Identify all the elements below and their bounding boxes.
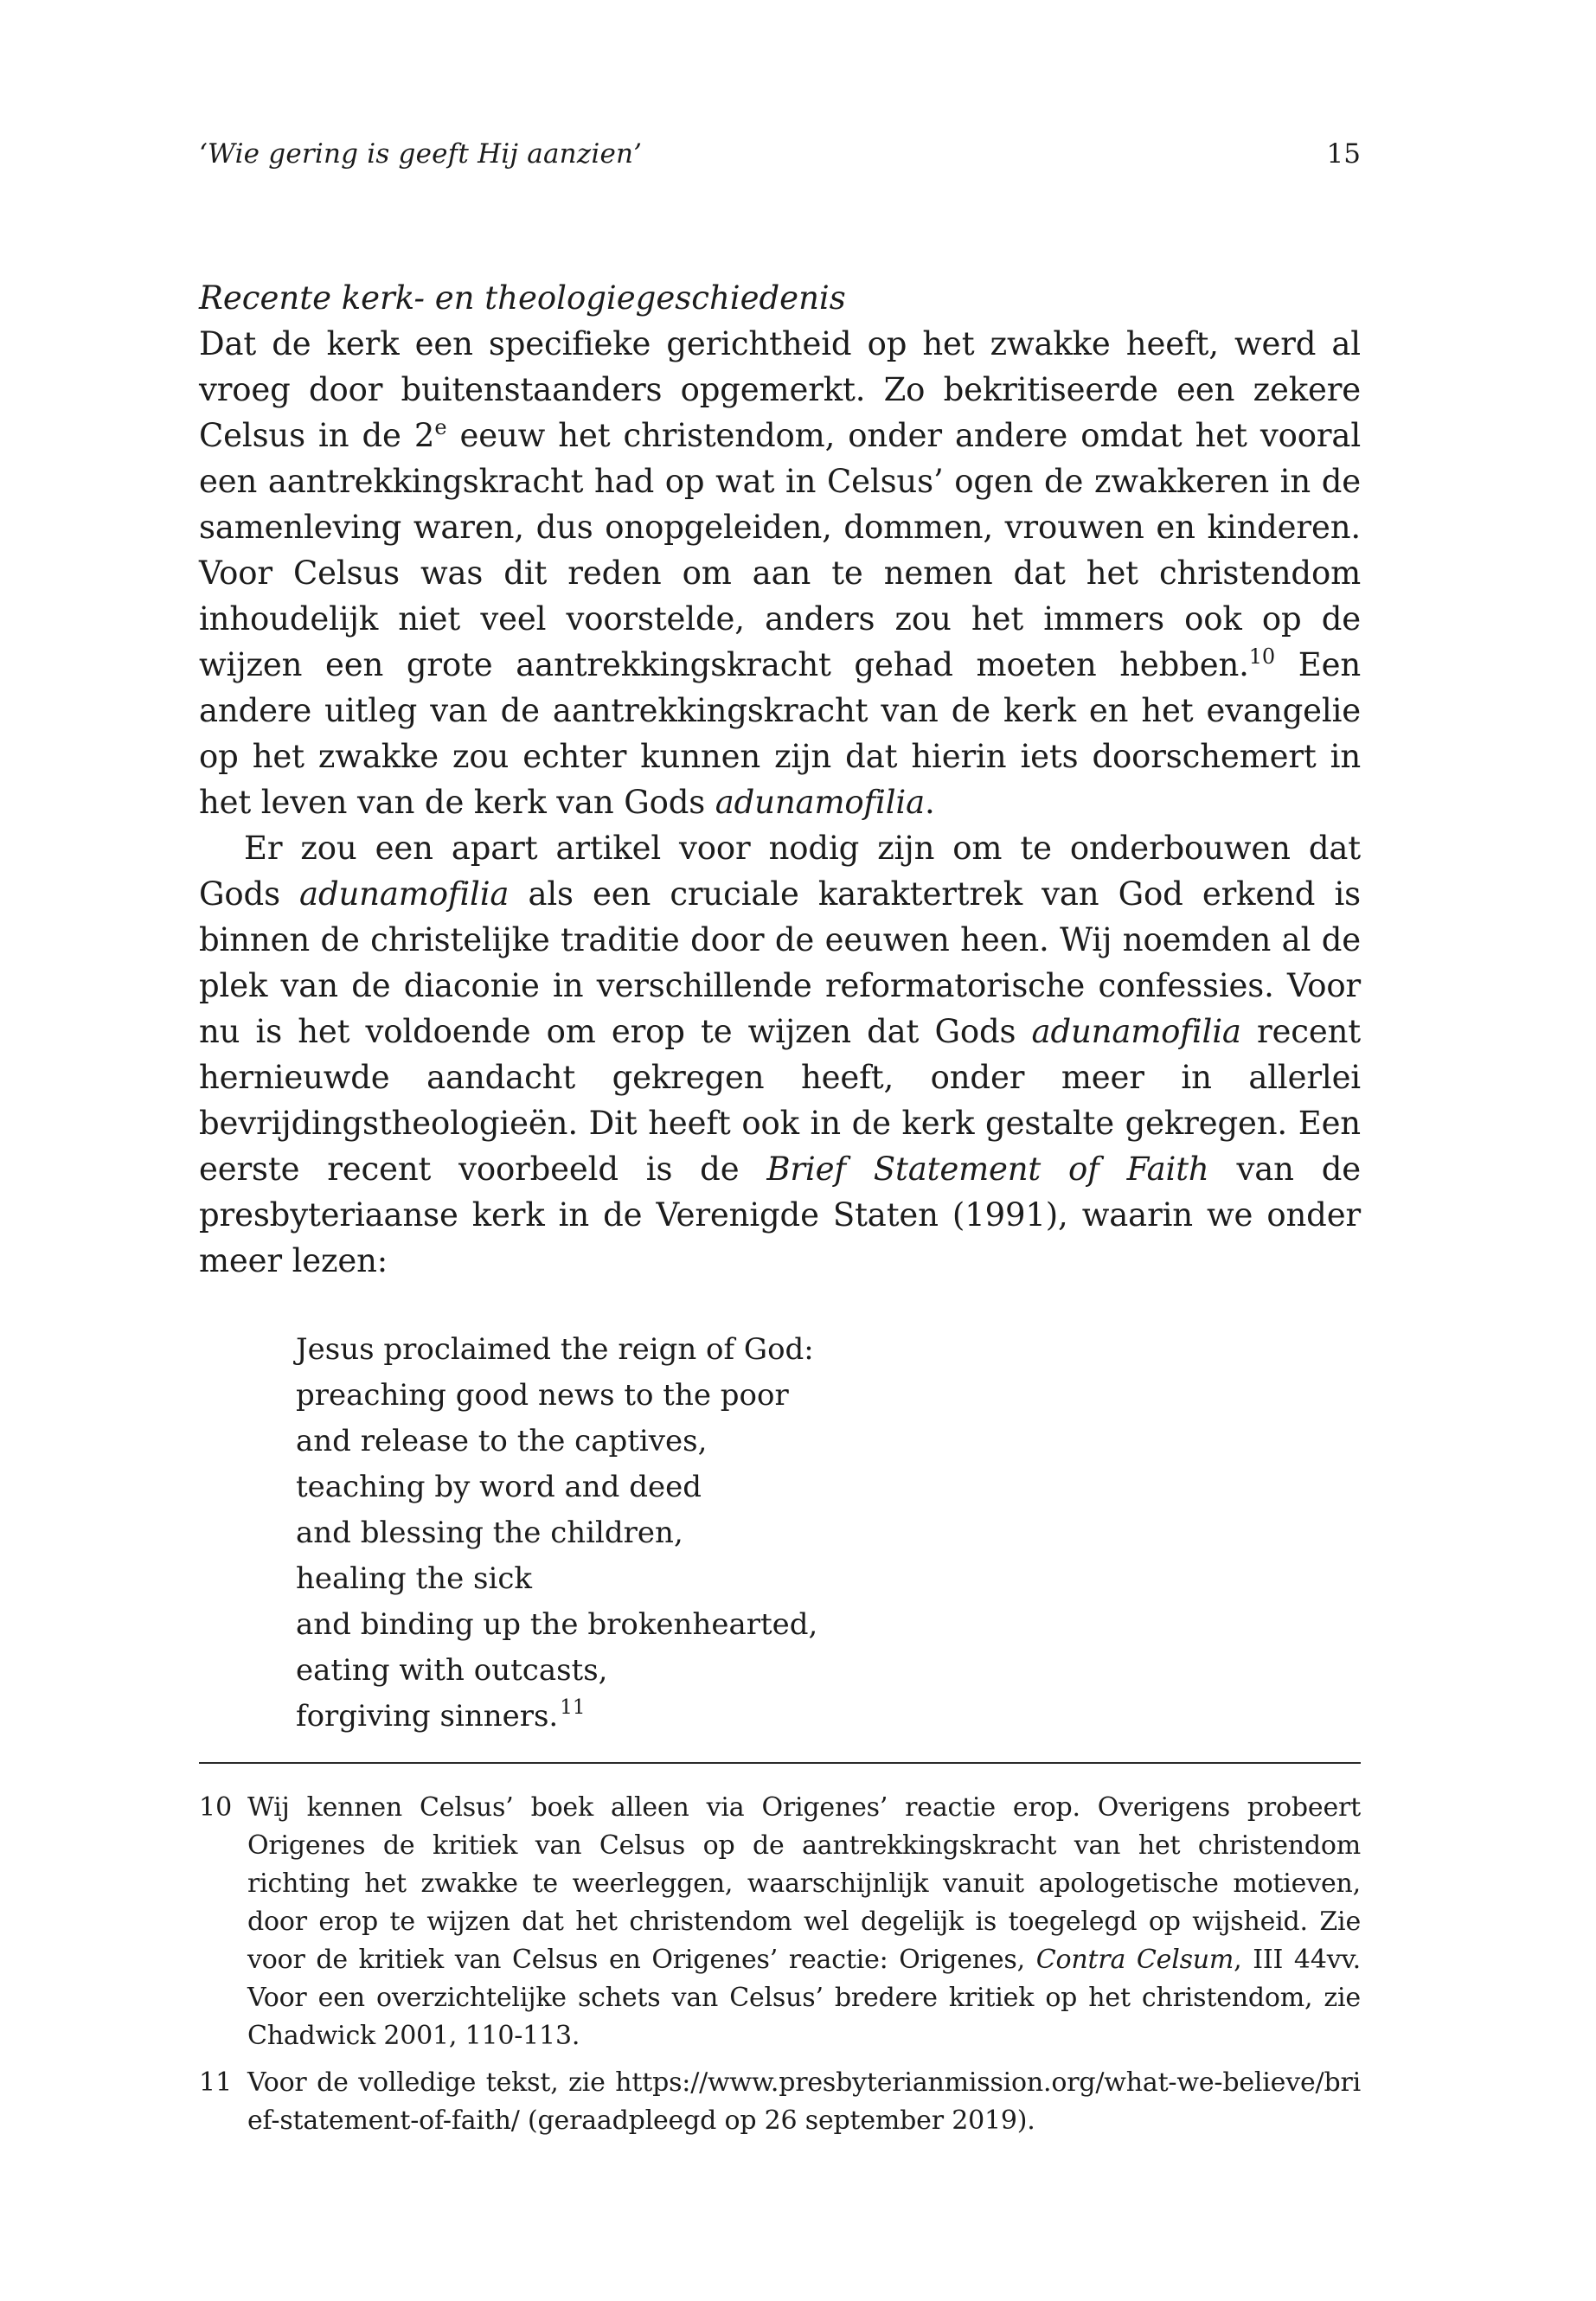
quote-line: preaching good news to the poor (296, 1378, 789, 1413)
footnotes (199, 1789, 1361, 2149)
quote-last-line (296, 1694, 1361, 1740)
term-adunamofilia: adunamofilia (299, 875, 510, 913)
quote-line: teaching by word and deed (296, 1470, 702, 1504)
paragraph-2 (199, 825, 1361, 1284)
quote-line: Jesus proclaimed the reign of God: (296, 1332, 814, 1367)
document-title: Brief Statement of Faith (766, 1150, 1209, 1188)
footnote-ref-10[interactable]: 10 (1248, 644, 1275, 669)
paragraph-2-text: recent hernieuwde aandacht gekregen heeft, onder meer in allerlei bevrijdingstheologieën. Dit heeft ook in de kerk gestalte gekregen. Een eerste recent voorbeeld is de (199, 1013, 1361, 1188)
section-heading: Recente kerk- en theologiegeschiedenis (199, 279, 846, 317)
quote-line: healing the sick (296, 1561, 532, 1596)
work-title: Contra Celsum (1035, 1945, 1234, 1975)
footnote-number: 10 (199, 1792, 233, 1823)
quote-line: eating with outcasts, (296, 1653, 608, 1688)
paragraph-1-text: . (925, 784, 935, 821)
page-number: 15 (1326, 138, 1361, 170)
footnote-url-link[interactable]: https://www.presbyterianmission.org/what-we-believe/brief-statement-of-faith/ (247, 2067, 1361, 2136)
paragraph-1-text: eeuw het christendom, onder andere omdat het vooral een aantrekkingskracht had op wat in Celsus’ ogen de zwakkeren in de samenleving waren, dus onopgeleiden, dommen, vrouwen en kinderen. Voor Celsus was dit reden om aan te nemen dat het christendom inhoudelijk niet veel voorstelde, anders zou het immers ook op de wijzen een grote aantrekkingskracht gehad moeten hebben. (199, 417, 1361, 683)
term-adunamofilia: adunamofilia (1031, 1013, 1241, 1050)
paragraph-1 (199, 321, 1361, 825)
paragraph-1-text: Een andere uitleg van de aantrekkingskracht van de kerk en het evangelie op het zwakke zou echter kunnen zijn dat hierin iets doorschemert in het leven van de kerk van Gods (199, 646, 1361, 821)
block-quote (296, 1327, 1361, 1740)
footnote-text-part: Voor de volledige tekst, zie (247, 2067, 616, 2098)
paragraph-1-text: Dat de kerk een specifieke gerichtheid op het zwakke heeft, werd al vroeg door buitenstaanders opgemerkt. Zo bekritiseerde een zekere Celsus in de 2 (199, 325, 1361, 454)
paragraph-2-text: van de presbyteriaanse kerk in de Verenigde Staten (1991), waarin we onder meer lezen: (199, 1150, 1361, 1279)
footnote-text-part: , III 44vv. Voor een overzichtelijke schets van Celsus’ bredere kritiek op het christendom, zie Chadwick 2001, 110-113. (247, 1945, 1361, 2051)
paragraph-2-text: als een cruciale karaktertrek van God erkend is binnen de christelijke traditie door de eeuwen heen. Wij noemden al de plek van de diaconie in verschillende reformatorische confessies. Voor nu is het voldoende om erop te wijzen dat Gods (199, 875, 1361, 1050)
footnote-number: 11 (199, 2067, 233, 2098)
quote-line: and blessing the children, (296, 1516, 683, 1550)
footnote-text-part: Wij kennen Celsus’ boek alleen via Origenes’ reactie erop. Overigens probeert Origenes de kritiek van Celsus op de aantrekkingskracht van het christendom richting het zwakke te weerleggen, waarschijnlijk vanuit apologetische motieven, door erop te wijzen dat het christendom wel degelijk is toegelegd op wijsheid. Zie voor de kritiek van Celsus en Origenes’ reactie: Origenes, (247, 1792, 1361, 1975)
paragraph-2-text: Er zou een apart artikel voor nodig zijn om te onderbouwen dat Gods (199, 830, 1361, 913)
term-adunamofilia: adunamofilia (715, 784, 926, 821)
footnote-text (247, 1789, 1361, 2055)
quote-line: and release to the captives, (296, 1424, 708, 1458)
quote-line: and binding up the brokenhearted, (296, 1607, 818, 1642)
running-head: ‘Wie gering is geeft Hij aanzien’ (199, 138, 643, 170)
footnote-text-part: (geraadpleegd op 26 september 2019). (519, 2106, 1035, 2136)
footnote-10 (199, 1789, 1361, 2055)
footnote-ref-11[interactable]: 11 (560, 1696, 586, 1719)
footnote-divider (199, 1762, 1361, 1764)
quote-line: forgiving sinners. (296, 1699, 559, 1734)
footnote-11 (199, 2064, 1361, 2140)
main-text (199, 275, 1361, 1740)
ordinal-superscript: e (434, 415, 447, 439)
footnote-text (247, 2064, 1361, 2140)
